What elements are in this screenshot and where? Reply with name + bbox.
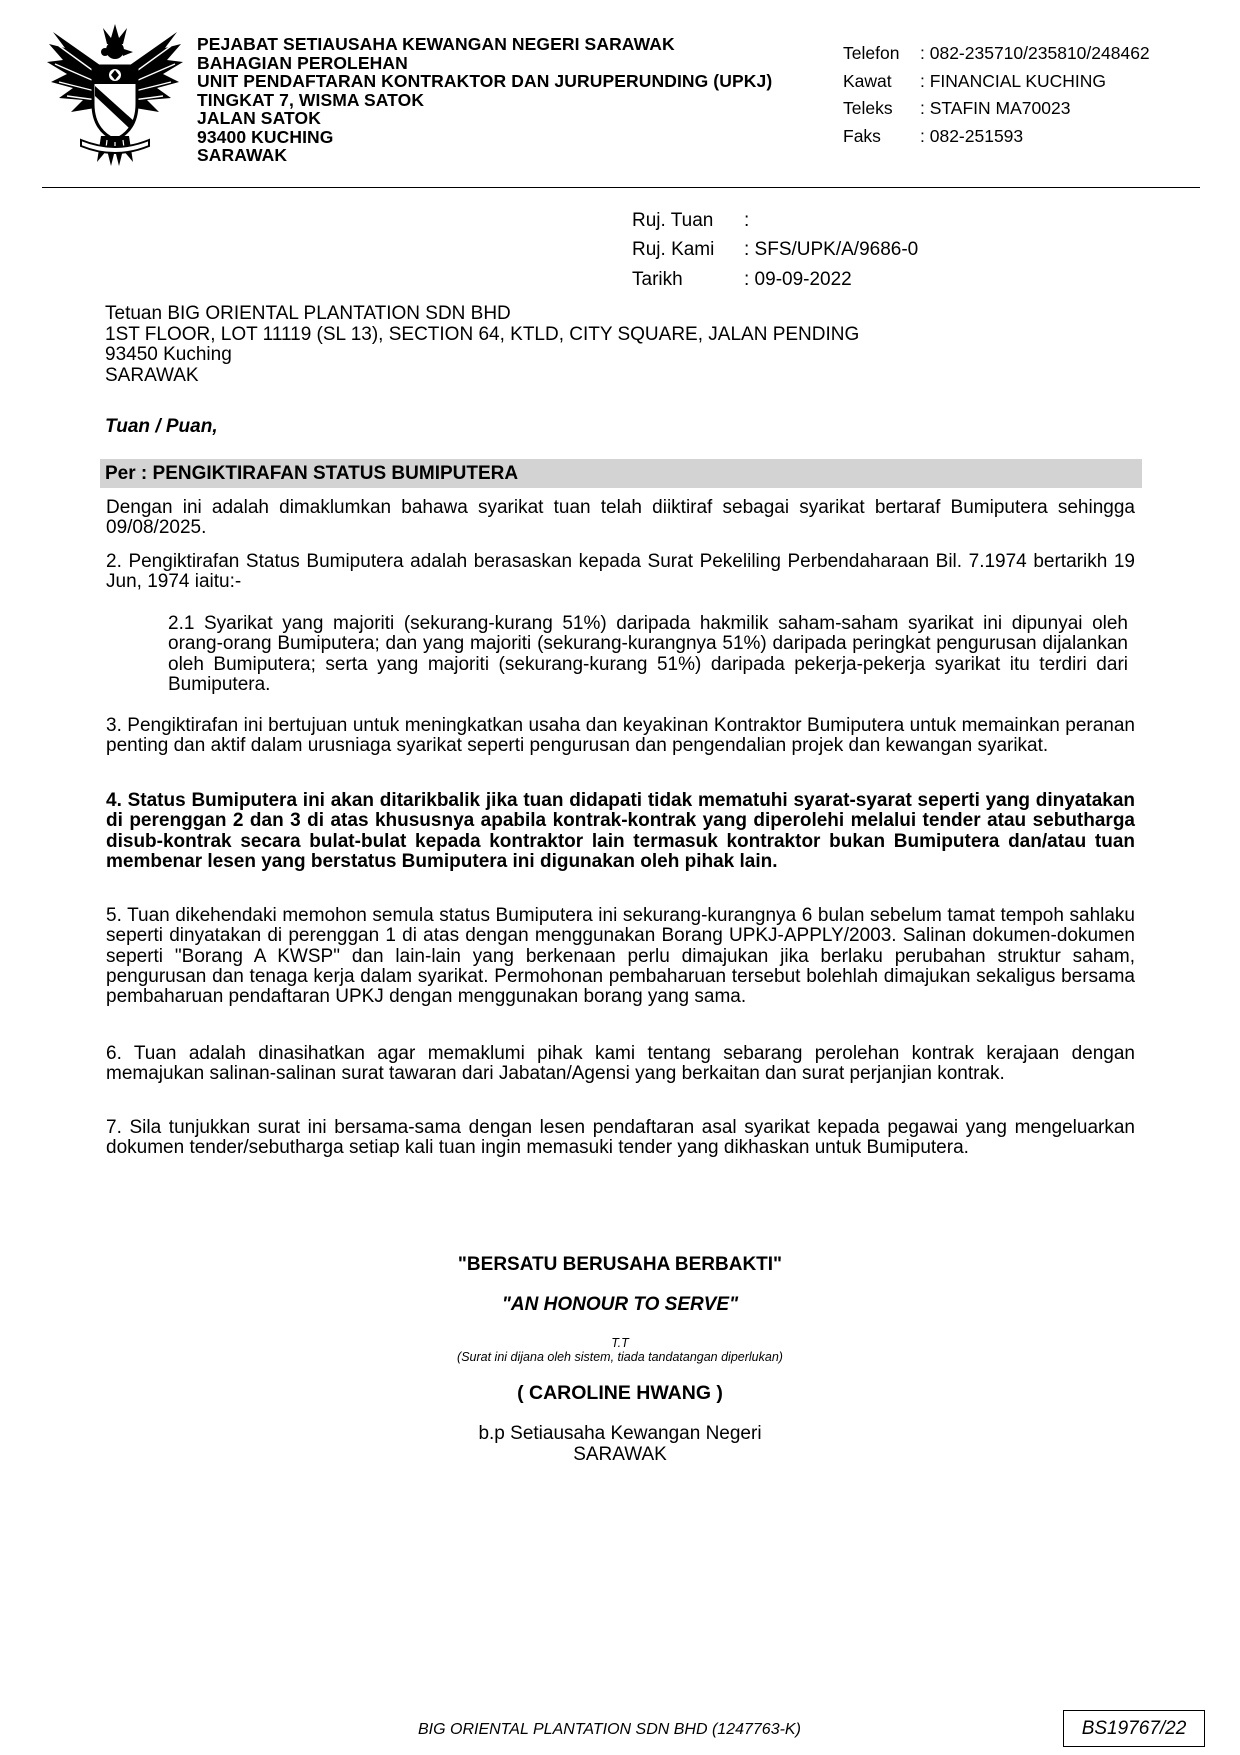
recipient-line: SARAWAK	[105, 364, 199, 386]
contact-label: Teleks	[843, 98, 893, 119]
reference-label: Ruj. Kami	[632, 239, 715, 261]
reference-row	[632, 206, 918, 236]
document-code: BS19767/22	[1063, 1710, 1205, 1747]
system-generated-note: (Surat ini dijana oleh sistem, tiada tandatangan diperlukan)	[457, 1350, 783, 1364]
contact-info	[843, 40, 1150, 150]
reference-value: :	[744, 209, 750, 231]
signer-position: b.p Setiausaha Kewangan Negeri	[478, 1423, 762, 1444]
reference-label: Tarikh	[632, 268, 683, 290]
paragraph-1: Dengan ini adalah dimaklumkan bahawa syarikat tuan telah diiktiraf sebagai syarikat bertaraf Bumiputera sehingga 09/08/2025.	[106, 497, 1135, 539]
reference-label: Ruj. Tuan	[632, 209, 714, 231]
reference-value: : 09-09-2022	[744, 268, 852, 290]
contact-value: : STAFIN MA70023	[920, 98, 1071, 119]
motto-malay: "BERSATU BERUSAHA BERBAKTI"	[457, 1254, 783, 1275]
org-line: JALAN SATOK	[197, 108, 321, 128]
reference-value: : SFS/UPK/A/9686-0	[744, 239, 919, 261]
org-line: SARAWAK	[197, 145, 288, 165]
paragraph-3: 3. Pengiktirafan ini bertujuan untuk meningkatkan usaha dan keyakinan Kontraktor Bumiputera untuk memainkan peranan penting dan aktif dalam urusniaga syarikat seperti pengurusan dan pengendalian projek dan kewangan syarikat.	[106, 715, 1135, 757]
org-line: UNIT PENDAFTARAN KONTRAKTOR DAN JURUPERUNDING (UPKJ)	[197, 71, 773, 91]
org-line: TINGKAT 7, WISMA SATOK	[197, 89, 425, 110]
recipient-line: 1ST FLOOR, LOT 11119 (SL 13), SECTION 64, KTLD, CITY SQUARE, JALAN PENDING	[105, 323, 860, 345]
contact-row	[843, 68, 1150, 96]
paragraph-5: 5. Tuan dikehendaki memohon semula status Bumiputera ini sekurang-kurangnya 6 bulan sebelum tamat tempoh sahlaku seperti dinyatakan di perenggan 1 di atas dengan menggunakan Borang UPKJ-APPLY/2003. Salinan dokumen-dokumen seperti "Borang A KWSP" dan lain-lain yang berkenaan perlu dimajukan jika berlaku perubahan struktur saham, pengurusan dan tenaga kerja dalam syarikat. Permohonan pembaharuan tersebut bolehlah dimajukan sekaligus bersama pembaharuan pendaftaran UPKJ dengan menggunakan borang yang sama.	[106, 905, 1135, 1008]
contact-row	[843, 95, 1150, 123]
subject-bar	[100, 459, 1142, 488]
recipient-address	[105, 304, 859, 386]
contact-row	[843, 40, 1150, 68]
contact-value: : 082-235710/235810/248462	[920, 43, 1150, 64]
contact-value: : FINANCIAL KUCHING	[920, 70, 1107, 91]
reference-row	[632, 236, 918, 266]
contact-label: Kawat	[843, 70, 892, 91]
tt-mark: T.T	[611, 1336, 629, 1350]
paragraph-4: 4. Status Bumiputera ini akan ditarikbalik jika tuan didapati tidak mematuhi syarat-syarat seperti yang dinyatakan di perenggan 2 dan 3 di atas khususnya apabila kontrak-kontrak yang diperolehi melalui tender atau sebutharga disub-kontrak secara bulat-bulat kepada kontraktor lain termasuk kontraktor bukan Bumiputera dan/atau tuan membenar lesen yang berstatus Bumiputera ini digunakan oleh pihak lain.	[106, 790, 1135, 872]
org-line: PEJABAT SETIAUSAHA KEWANGAN NEGERI SARAWAK	[197, 34, 675, 54]
subject-text: Per : PENGIKTIRAFAN STATUS BUMIPUTERA	[105, 463, 519, 484]
salutation: Tuan / Puan,	[105, 416, 218, 437]
sarawak-coat-of-arms-icon	[45, 22, 185, 170]
header-divider	[42, 187, 1200, 188]
org-line: 93400 KUCHING	[197, 126, 334, 147]
recipient-line: 93450 Kuching	[105, 344, 232, 365]
contact-value: : 082-251593	[920, 125, 1024, 146]
paragraph-7: 7. Sila tunjukkan surat ini bersama-sama dengan lesen pendaftaran asal syarikat kepada pegawai yang mengeluarkan dokumen tender/sebutharga setiap kali tuan ingin memasuki tender yang dikhaskan untuk Bumiputera.	[106, 1117, 1135, 1159]
motto-english: "AN HONOUR TO SERVE"	[501, 1294, 739, 1315]
org-line: BAHAGIAN PEROLEHAN	[197, 52, 408, 73]
paragraph-6: 6. Tuan adalah dinasihatkan agar memaklumi pihak kami tentang sebarang perolehan kontrak kerajaan dengan memajukan salinan-salinan surat tawaran dari Jabatan/Agensi yang berkaitan dan surat perjanjian kontrak.	[106, 1043, 1135, 1085]
paragraph-2-1: 2.1 Syarikat yang majoriti (sekurang-kurang 51%) daripada hakmilik saham-saham syarikat ini dipunyai oleh orang-orang Bumiputera; dan yang majoriti (sekurang-kurangnya 51%) daripada peringkat pengurusan dijalankan oleh Bumiputera; serta yang majoriti (sekurang-kurang 51%) daripada pekerja-pekerja syarikat itu terdiri dari Bumiputera.	[168, 613, 1128, 695]
signer-state: SARAWAK	[573, 1444, 667, 1465]
footer-company: BIG ORIENTAL PLANTATION SDN BHD (1247763-K)	[418, 1721, 801, 1738]
contact-row	[843, 123, 1150, 151]
contact-label: Faks	[843, 125, 881, 146]
recipient-line: Tetuan BIG ORIENTAL PLANTATION SDN BHD	[105, 303, 511, 324]
organization-address	[197, 35, 772, 165]
paragraph-2: 2. Pengiktirafan Status Bumiputera adalah berasaskan kepada Surat Pekeliling Perbendaharaan Bil. 7.1974 bertarikh 19 Jun, 1974 iaitu:-	[106, 551, 1135, 593]
signer-name: ( CAROLINE HWANG )	[517, 1382, 723, 1404]
contact-label: Telefon	[843, 43, 900, 64]
reference-row	[632, 265, 918, 295]
reference-block	[632, 206, 918, 295]
